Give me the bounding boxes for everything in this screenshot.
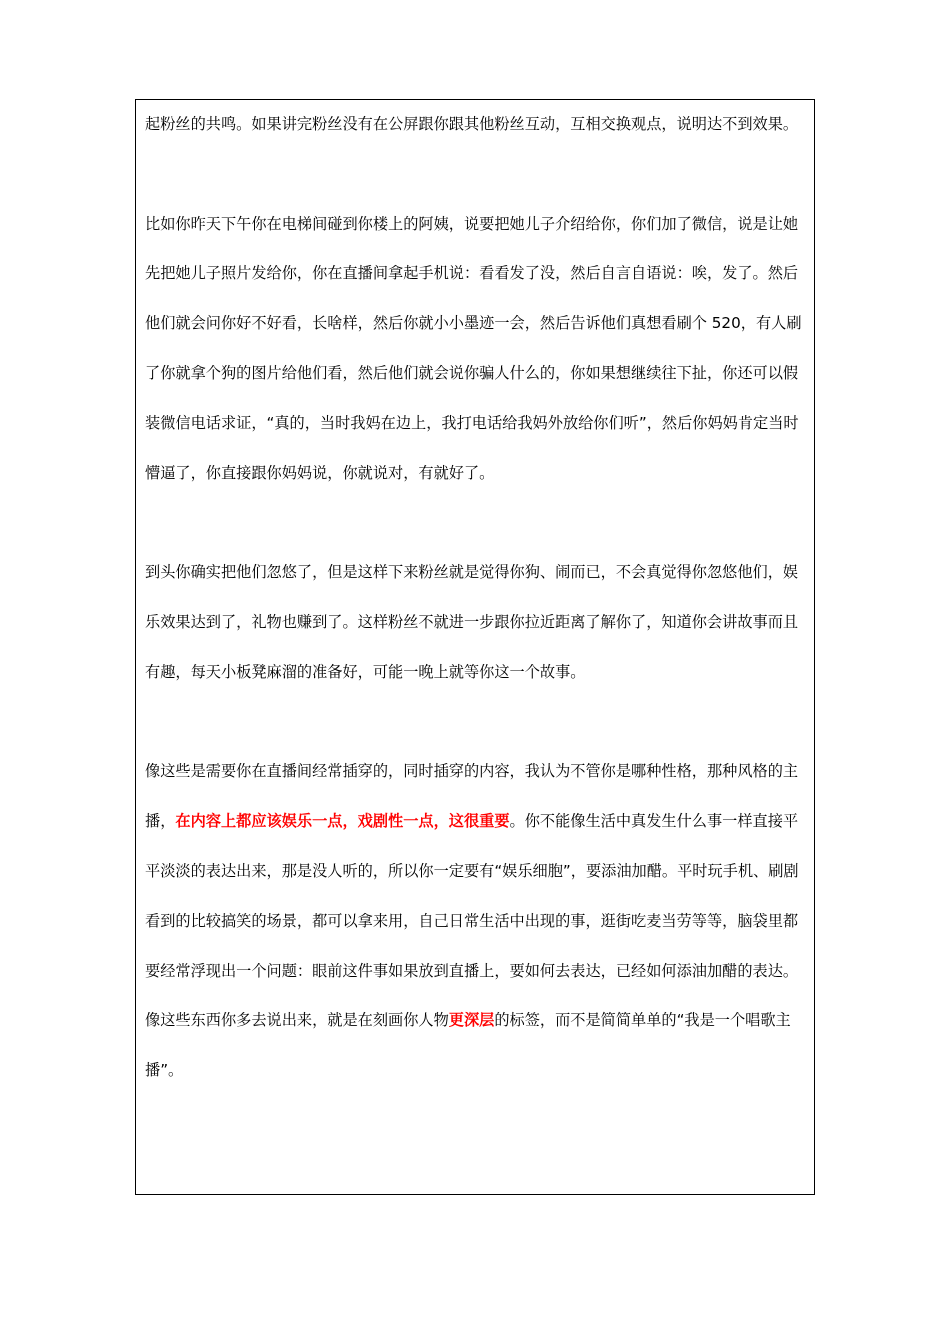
text-run: 。你不能像生活中真发生什么事一样直接平平淡淡的表达出来，那是没人听的，所以你一定要有“娱乐细胞”，要添油加醋。平时玩手机、刷剧看到的比较搞笑的场景，都可以拿来用，自己日常生活中出现的事，逛街吃麦当劳等等，脑袋里都要经常浮现出一个问题：眼前这件事如果放到直播上，要如何去表达，已经如何添油加醋的表达。 (145, 812, 799, 980)
paragraph-gap (145, 498, 813, 548)
emphasis-text: 更深层 (448, 1011, 495, 1030)
emphasis-text: 在内容上都应该娱乐一点，戏剧性一点，这很重要 (175, 812, 510, 831)
paragraph (145, 200, 813, 499)
text-run: 像这些是需要你在直播间经常插穿的，同时插穿的内容，我认为不管你是哪种性格，那种风格的主播， (145, 762, 799, 831)
paragraph-gap (145, 150, 813, 200)
text-run: 比如你昨天下午你在电梯间碰到你楼上的阿姨，说要把她儿子介绍给你，你们加了微信，说是让她先把她儿子照片发给你，你在直播间拿起手机说：看看发了没，然后自言自语说：唉，发了。然后他们就会问你好不好看，长啥样，然后你就小小墨迹一会，然后告诉他们真想看刷个 520，有人刷了你就拿个狗的图片给他们看，然后他们就会说你骗人什么的，你如果想继续往下扯，你还可以假装微信电话求证，“真的，当时我妈在边上，我打电话给我妈外放给你们听”，然后你妈妈肯定当时懵逼了，你直接跟你妈妈说，你就说对，有就好了。 (145, 214, 802, 482)
text-run: 起粉丝的共鸣。如果讲完粉丝没有在公屏跟你跟其他粉丝互动，互相交换观点，说明达不到效果。 (145, 115, 799, 133)
text-run: 到头你确实把他们忽悠了，但是这样下来粉丝就是觉得你狗、闹而已，不会真觉得你忽悠他们，娱乐效果达到了，礼物也赚到了。这样粉丝不就进一步跟你拉近距离了解你了，知道你会讲故事而且有趣，每天小板凳麻溜的准备好，可能一晚上就等你这一个故事。 (145, 563, 799, 681)
page-frame (135, 99, 815, 1195)
paragraph (145, 100, 813, 150)
paragraph (145, 548, 813, 697)
document-body (145, 100, 813, 1096)
paragraph (145, 996, 813, 1096)
paragraph-gap (145, 698, 813, 748)
paragraph (145, 747, 813, 996)
text-run: 像这些东西你多去说出来，就是在刻画你人物 (145, 1011, 449, 1030)
text-run: 的标签，而不是简简单单的“我是一个唱歌主播”。 (145, 1011, 791, 1080)
